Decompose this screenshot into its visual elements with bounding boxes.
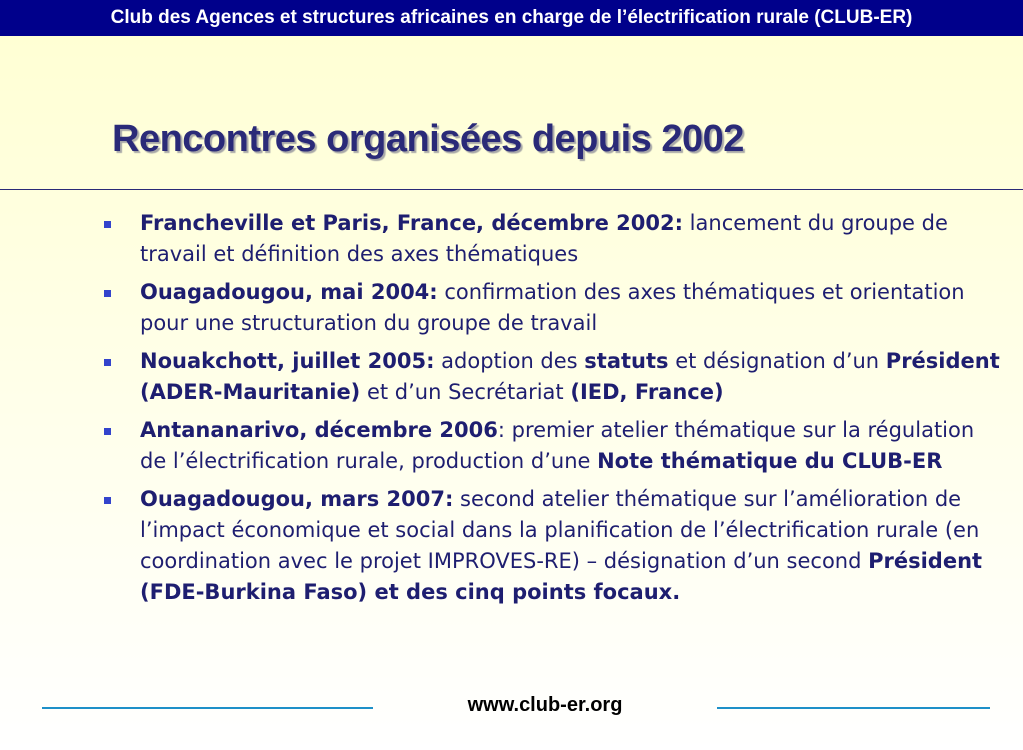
item-text: et d’un Secrétariat <box>360 380 571 404</box>
square-bullet-icon <box>104 428 111 435</box>
footer-website-link[interactable]: www.club-er.org <box>467 694 623 716</box>
square-bullet-icon <box>104 359 111 366</box>
slide-title: Rencontres organisées depuis 2002 <box>112 118 744 160</box>
item-text: second atelier thématique sur l’amélioration de l’impact économique et social dans la planification de l’électrification rurale (en coordination avec le projet IMPROVES-RE) – désignation d’un second <box>140 487 980 573</box>
meetings-list <box>100 208 1000 615</box>
item-text: et désignation d’un <box>668 349 886 373</box>
list-item <box>100 277 1000 339</box>
square-bullet-icon <box>104 290 111 297</box>
square-bullet-icon <box>104 497 111 504</box>
list-item <box>100 484 1000 608</box>
list-item <box>100 346 1000 408</box>
item-text: : premier atelier thématique sur la régulation de l’électrification rurale, production d’une <box>140 418 975 473</box>
item-text-bold: Nouakchott, juillet 2005: <box>140 349 435 373</box>
item-text-bold: Président (FDE-Burkina Faso) et des cinq points focaux. <box>140 549 983 604</box>
item-text-bold: Note thématique du CLUB-ER <box>597 449 943 473</box>
item-text-bold: Francheville et Paris, France, décembre 2002: <box>140 211 683 235</box>
footer-line-right <box>717 707 990 709</box>
item-text-bold: Président (ADER-Mauritanie) <box>140 349 1000 404</box>
item-text: adoption des <box>434 349 585 373</box>
item-text: confirmation des axes thématiques et orientation pour une structuration du groupe de travail <box>140 280 965 335</box>
item-text-bold: (IED, France) <box>570 380 724 404</box>
item-text-bold: statuts <box>584 349 669 373</box>
header-banner <box>0 0 1023 36</box>
square-bullet-icon <box>104 221 111 228</box>
list-item <box>100 415 1000 477</box>
item-text-bold: Ouagadougou, mars 2007: <box>140 487 454 511</box>
title-divider <box>0 189 1023 190</box>
item-text-bold: Ouagadougou, mai 2004: <box>140 280 438 304</box>
header-banner-text: Club des Agences et structures africaines en charge de l’électrification rurale (CLUB-ER) <box>110 7 913 28</box>
list-item <box>100 208 1000 270</box>
item-text-bold: Antananarivo, décembre 2006 <box>140 418 498 442</box>
item-text: lancement du groupe de travail et définition des axes thématiques <box>140 211 948 266</box>
footer-line-left <box>42 707 373 709</box>
